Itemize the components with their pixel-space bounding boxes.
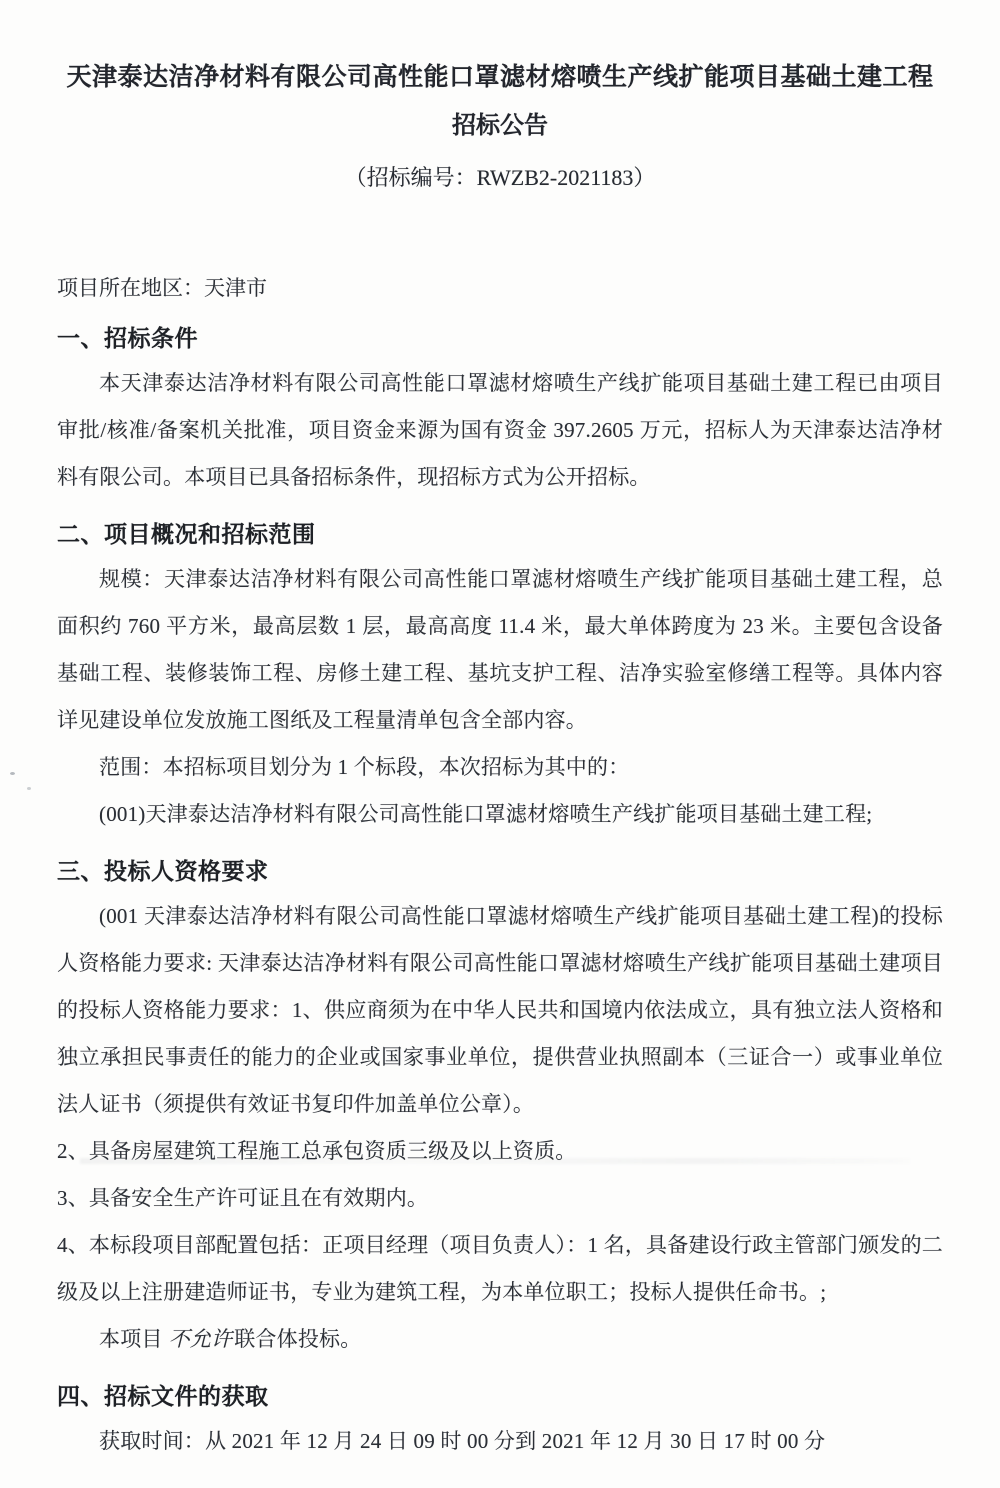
section-3-item-2: 2、具备房屋建筑工程施工总承包资质三级及以上资质。 <box>57 1139 577 1163</box>
section-3-item-3: 3、具备安全生产许可证且在有效期内。 <box>57 1186 429 1210</box>
section-4-time-paragraph: 获取时间：从 2021 年 12 月 24 日 09 时 00 分到 2021 年 12 月 30 日 17 时 00 分 <box>99 1429 826 1453</box>
section-3-qualification-paragraph: (001 天津泰达洁净材料有限公司高性能口罩滤材熔喷生产线扩能项目基础土建工程)的投标人资格能力要求: 天津泰达洁净材料有限公司高性能口罩滤材熔喷生产线扩能项目基础土建项目的投标人资格能力要求：1、供应商须为在中华人民共和国境内依法成立，具有独立法人资格和独立承担民事责任的能力的企业或国家事业单位，提供营业执照副本（三证合一）或事业单位法人证书（须提供有效证书复印件加盖单位公章）。 <box>57 904 943 1116</box>
section-1-paragraph: 本天津泰达洁净材料有限公司高性能口罩滤材熔喷生产线扩能项目基础土建工程已由项目审批/核准/备案机关批准，项目资金来源为国有资金 397.2605 万元，招标人为天津泰达洁净材料有限公司。本项目已具备招标条件，现招标方式为公开招标。 <box>57 371 943 489</box>
section-3-heading: 三、投标人资格要求 <box>57 859 269 884</box>
document-title: 天津泰达洁净材料有限公司高性能口罩滤材熔喷生产线扩能项目基础土建工程 <box>66 64 934 91</box>
project-location-line: 项目所在地区：天津市 <box>57 276 267 300</box>
joint-venture-emphasis: 不允许 <box>168 1327 233 1351</box>
scan-speck <box>10 772 15 775</box>
scan-smudge <box>80 1158 910 1164</box>
document-subtitle: 招标公告 <box>452 113 548 139</box>
section-2-range-paragraph: 范围：本招标项目划分为 1 个标段，本次招标为其中的： <box>99 755 630 779</box>
section-1-heading: 一、招标条件 <box>57 326 198 351</box>
section-2-heading: 二、项目概况和招标范围 <box>57 522 316 547</box>
scan-speck <box>27 787 31 790</box>
tender-number-line: （招标编号：RWZB2-2021183） <box>344 165 656 190</box>
joint-venture-suffix: 联合体投标。 <box>234 1327 362 1351</box>
joint-venture-prefix: 本项目 <box>99 1327 163 1351</box>
section-4-heading: 四、招标文件的获取 <box>57 1384 269 1409</box>
joint-venture-note <box>57 1316 943 1363</box>
section-3-item-4: 4、本标段项目部配置包括：正项目经理（项目负责人）：1 名，具备建设行政主管部门颁发的二级及以上注册建造师证书，专业为建筑工程，为本单位职工；投标人提供任命书。; <box>57 1233 943 1304</box>
section-2-scope-paragraph: 规模：天津泰达洁净材料有限公司高性能口罩滤材熔喷生产线扩能项目基础土建工程，总面积约 760 平方米，最高层数 1 层，最高高度 11.4 米，最大单体跨度为 23 米。主要包含设备基础工程、装修装饰工程、房修土建工程、基坑支护工程、洁净实验室修缮工程等。具体内容详见建设单位发放施工图纸及工程量清单包含全部内容。 <box>57 567 943 732</box>
section-2-lot-paragraph: (001)天津泰达洁净材料有限公司高性能口罩滤材熔喷生产线扩能项目基础土建工程; <box>99 802 873 826</box>
